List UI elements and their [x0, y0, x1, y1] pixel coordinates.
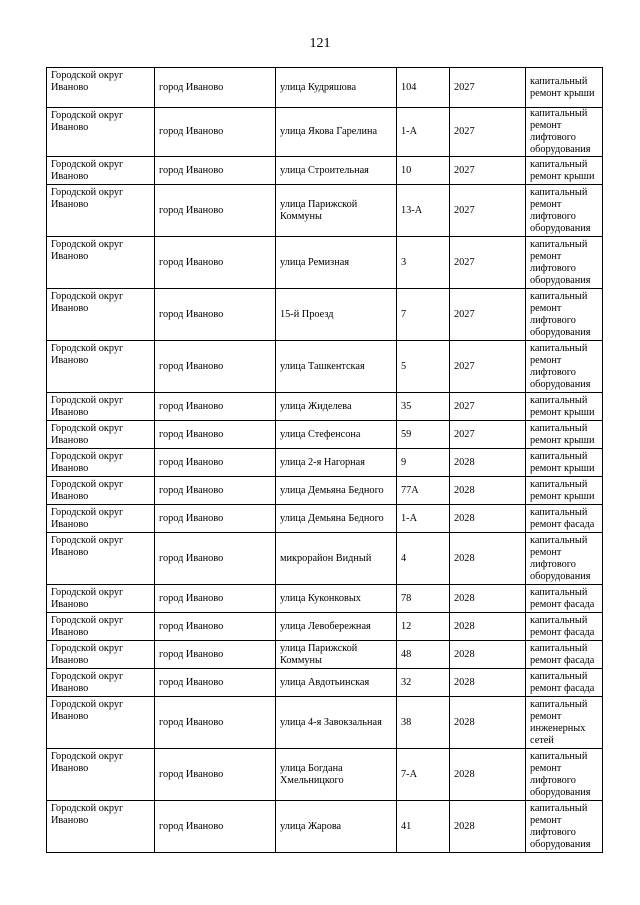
street-cell: улица Жарова: [276, 801, 397, 853]
city-cell: город Иваново: [155, 108, 276, 157]
street-cell: улица Якова Гарелина: [276, 108, 397, 157]
city-cell: город Иваново: [155, 185, 276, 237]
year-cell: 2028: [450, 505, 526, 533]
district-cell: Городской округ Иваново: [47, 477, 155, 505]
work-type-cell: капитальный ремонт фасада: [526, 505, 603, 533]
year-cell: 2027: [450, 185, 526, 237]
table-row: [47, 533, 603, 585]
city-cell: город Иваново: [155, 421, 276, 449]
street-cell: улица Авдотьинская: [276, 669, 397, 697]
table-row: [47, 108, 603, 157]
city-cell: город Иваново: [155, 669, 276, 697]
district-cell: Городской округ Иваново: [47, 393, 155, 421]
street-cell: улица 4-я Завокзальная: [276, 697, 397, 749]
street-cell: улица Куконковых: [276, 585, 397, 613]
street-cell: улица Ремизная: [276, 237, 397, 289]
house-number-cell: 10: [397, 157, 450, 185]
street-cell: улица Богдана Хмельницкого: [276, 749, 397, 801]
work-type-cell: капитальный ремонт лифтового оборудования: [526, 185, 603, 237]
district-cell: Городской округ Иваново: [47, 669, 155, 697]
district-cell: Городской округ Иваново: [47, 341, 155, 393]
table-row: [47, 613, 603, 641]
district-cell: Городской округ Иваново: [47, 68, 155, 108]
table-row: [47, 237, 603, 289]
work-type-cell: капитальный ремонт лифтового оборудования: [526, 289, 603, 341]
year-cell: 2027: [450, 289, 526, 341]
work-type-cell: капитальный ремонт крыши: [526, 68, 603, 108]
city-cell: город Иваново: [155, 393, 276, 421]
year-cell: 2027: [450, 157, 526, 185]
table-row: [47, 801, 603, 853]
city-cell: город Иваново: [155, 749, 276, 801]
city-cell: город Иваново: [155, 68, 276, 108]
table-row: [47, 585, 603, 613]
district-cell: Городской округ Иваново: [47, 505, 155, 533]
table-row: [47, 393, 603, 421]
city-cell: город Иваново: [155, 697, 276, 749]
table-row: [47, 505, 603, 533]
street-cell: улица Жиделева: [276, 393, 397, 421]
district-cell: Городской округ Иваново: [47, 585, 155, 613]
house-number-cell: 35: [397, 393, 450, 421]
street-cell: улица Левобережная: [276, 613, 397, 641]
district-cell: Городской округ Иваново: [47, 749, 155, 801]
page-number: 121: [309, 36, 331, 51]
district-cell: Городской округ Иваново: [47, 641, 155, 669]
city-cell: город Иваново: [155, 477, 276, 505]
year-cell: 2027: [450, 108, 526, 157]
house-number-cell: 7-А: [397, 749, 450, 801]
work-type-cell: капитальный ремонт лифтового оборудования: [526, 108, 603, 157]
table-row: [47, 289, 603, 341]
work-type-cell: капитальный ремонт инженерных сетей: [526, 697, 603, 749]
district-cell: Городской округ Иваново: [47, 533, 155, 585]
work-type-cell: капитальный ремонт лифтового оборудования: [526, 749, 603, 801]
district-cell: Городской округ Иваново: [47, 289, 155, 341]
work-type-cell: капитальный ремонт крыши: [526, 449, 603, 477]
work-type-cell: капитальный ремонт лифтового оборудования: [526, 533, 603, 585]
table-row: [47, 421, 603, 449]
city-cell: город Иваново: [155, 613, 276, 641]
table-row: [47, 341, 603, 393]
work-type-cell: капитальный ремонт лифтового оборудования: [526, 341, 603, 393]
work-type-cell: капитальный ремонт крыши: [526, 421, 603, 449]
year-cell: 2027: [450, 393, 526, 421]
house-number-cell: 4: [397, 533, 450, 585]
city-cell: город Иваново: [155, 341, 276, 393]
table-row: [47, 749, 603, 801]
city-cell: город Иваново: [155, 505, 276, 533]
table-row: [47, 697, 603, 749]
work-type-cell: капитальный ремонт лифтового оборудования: [526, 237, 603, 289]
district-cell: Городской округ Иваново: [47, 185, 155, 237]
table-row: [47, 68, 603, 108]
district-cell: Городской округ Иваново: [47, 449, 155, 477]
year-cell: 2027: [450, 421, 526, 449]
work-type-cell: капитальный ремонт фасада: [526, 613, 603, 641]
city-cell: город Иваново: [155, 585, 276, 613]
street-cell: улица Стефенсона: [276, 421, 397, 449]
house-number-cell: 48: [397, 641, 450, 669]
work-type-cell: капитальный ремонт крыши: [526, 393, 603, 421]
house-number-cell: 38: [397, 697, 450, 749]
district-cell: Городской округ Иваново: [47, 421, 155, 449]
house-number-cell: 9: [397, 449, 450, 477]
table-row: [47, 477, 603, 505]
table-row: [47, 669, 603, 697]
district-cell: Городской округ Иваново: [47, 108, 155, 157]
work-type-cell: капитальный ремонт лифтового оборудования: [526, 801, 603, 853]
street-cell: улица Демьяна Бедного: [276, 477, 397, 505]
street-cell: улица Парижской Коммуны: [276, 641, 397, 669]
year-cell: 2028: [450, 749, 526, 801]
year-cell: 2028: [450, 697, 526, 749]
district-cell: Городской округ Иваново: [47, 237, 155, 289]
year-cell: 2028: [450, 477, 526, 505]
table-row: [47, 449, 603, 477]
house-number-cell: 1-А: [397, 505, 450, 533]
city-cell: город Иваново: [155, 289, 276, 341]
district-cell: Городской округ Иваново: [47, 697, 155, 749]
work-type-cell: капитальный ремонт крыши: [526, 477, 603, 505]
year-cell: 2027: [450, 341, 526, 393]
street-cell: 15-й Проезд: [276, 289, 397, 341]
district-cell: Городской округ Иваново: [47, 801, 155, 853]
house-number-cell: 104: [397, 68, 450, 108]
house-number-cell: 1-А: [397, 108, 450, 157]
year-cell: 2028: [450, 801, 526, 853]
year-cell: 2028: [450, 669, 526, 697]
house-number-cell: 59: [397, 421, 450, 449]
street-cell: улица 2-я Нагорная: [276, 449, 397, 477]
street-cell: улица Строительная: [276, 157, 397, 185]
house-number-cell: 13-А: [397, 185, 450, 237]
district-cell: Городской округ Иваново: [47, 613, 155, 641]
year-cell: 2028: [450, 613, 526, 641]
work-type-cell: капитальный ремонт фасада: [526, 641, 603, 669]
table-row: [47, 157, 603, 185]
work-type-cell: капитальный ремонт фасада: [526, 669, 603, 697]
house-number-cell: 7: [397, 289, 450, 341]
city-cell: город Иваново: [155, 533, 276, 585]
work-type-cell: капитальный ремонт фасада: [526, 585, 603, 613]
year-cell: 2028: [450, 449, 526, 477]
street-cell: улица Демьяна Бедного: [276, 505, 397, 533]
house-number-cell: 41: [397, 801, 450, 853]
house-number-cell: 3: [397, 237, 450, 289]
street-cell: улица Парижской Коммуны: [276, 185, 397, 237]
city-cell: город Иваново: [155, 157, 276, 185]
city-cell: город Иваново: [155, 641, 276, 669]
city-cell: город Иваново: [155, 801, 276, 853]
street-cell: микрорайон Видный: [276, 533, 397, 585]
table-row: [47, 641, 603, 669]
work-type-cell: капитальный ремонт крыши: [526, 157, 603, 185]
house-number-cell: 32: [397, 669, 450, 697]
city-cell: город Иваново: [155, 237, 276, 289]
city-cell: город Иваново: [155, 449, 276, 477]
year-cell: 2028: [450, 641, 526, 669]
house-number-cell: 5: [397, 341, 450, 393]
house-number-cell: 12: [397, 613, 450, 641]
street-cell: улица Ташкентская: [276, 341, 397, 393]
table-row: [47, 185, 603, 237]
repair-program-table: [46, 67, 603, 853]
house-number-cell: 77А: [397, 477, 450, 505]
district-cell: Городской округ Иваново: [47, 157, 155, 185]
year-cell: 2027: [450, 237, 526, 289]
year-cell: 2027: [450, 68, 526, 108]
house-number-cell: 78: [397, 585, 450, 613]
street-cell: улица Кудряшова: [276, 68, 397, 108]
year-cell: 2028: [450, 585, 526, 613]
year-cell: 2028: [450, 533, 526, 585]
